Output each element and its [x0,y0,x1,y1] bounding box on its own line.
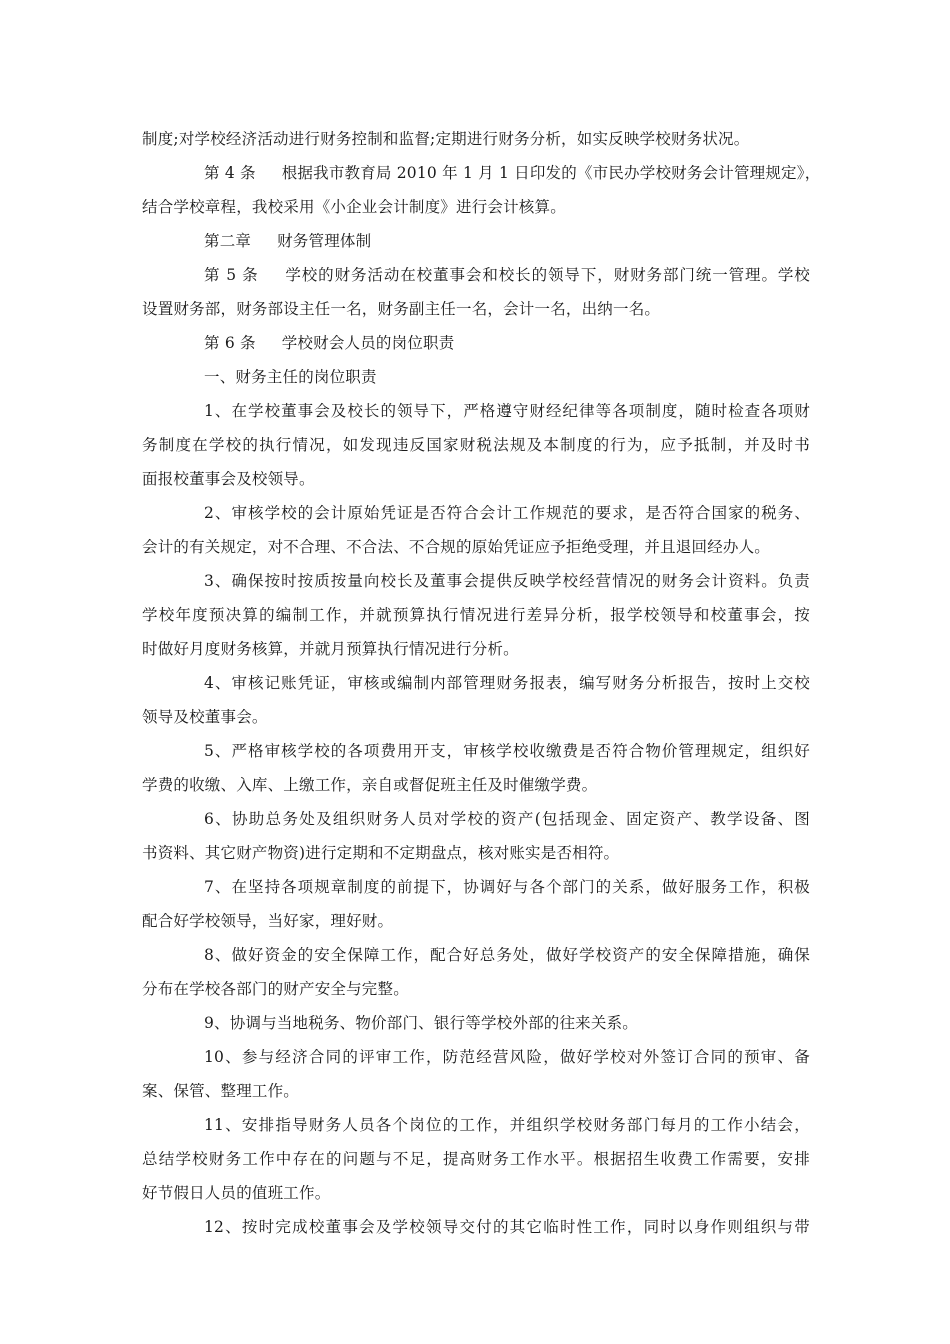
line-text: 学校财会人员的岗位职责 [281,334,455,352]
line-text: 学校的财务活动在校董事会和校长的领导下，财财务部门统一管理。学校 [284,266,810,284]
line-text: 分布在学校各部门的财产安全与完整。 [142,980,409,998]
line-text: 书资料、其它财产物资)进行定期和不定期盘点，核对账实是否相符。 [142,844,620,862]
line-text: 设置财务部，财务部设主任一名，财务副主任一名，会计一名，出纳一名。 [142,300,661,318]
text-line [142,972,810,1006]
text-line [142,598,810,632]
article-label: 第 6 条 [204,334,256,352]
line-text: 7、在坚持各项规章制度的前提下，协调好与各个部门的关系，做好服务工作，积极 [204,878,810,896]
line-text: 根据我市教育局 2010 年 1 月 1 日印发的《市民办学校财务会计管理规定》， [281,164,821,182]
text-line [142,904,810,938]
text-line [142,394,810,428]
article-label: 第二章 [204,232,252,250]
text-line [142,1040,810,1074]
line-text: 一、财务主任的岗位职责 [204,368,377,386]
text-line [142,802,810,836]
line-text: 1、在学校董事会及校长的领导下，严格遵守财经纪律等各项制度，随时检查各项财 [204,402,810,420]
text-line [142,190,810,224]
text-line [142,1006,810,1040]
text-line [142,870,810,904]
document-body [142,122,821,1244]
line-text: 制度;对学校经济活动进行财务控制和监督;定期进行财务分析，如实反映学校财务状况。 [142,130,750,148]
line-text: 好节假日人员的值班工作。 [142,1184,331,1202]
line-text: 领导及校董事会。 [142,708,268,726]
text-line [142,1176,810,1210]
line-text: 2、审核学校的会计原始凭证是否符合会计工作规范的要求，是否符合国家的税务、 [204,504,810,522]
text-line [142,122,810,156]
line-text: 结合学校章程，我校采用《小企业会计制度》进行会计核算。 [142,198,566,216]
line-text: 6、协助总务处及组织财务人员对学校的资产(包括现金、固定资产、教学设备、图 [204,810,810,828]
line-text: 务制度在学校的执行情况，如发现违反国家财税法规及本制度的行为，应予抵制，并及时书 [142,436,810,454]
text-line [142,836,810,870]
text-line [142,156,821,190]
line-text: 学费的收缴、入库、上缴工作，亲自或督促班主任及时催缴学费。 [142,776,598,794]
text-line [142,326,810,360]
text-line [142,700,810,734]
text-line [142,1210,810,1244]
article-label: 第 4 条 [204,164,256,182]
text-line [142,1142,810,1176]
text-line [142,292,810,326]
text-line [142,768,810,802]
line-text: 配合好学校领导，当好家，理好财。 [142,912,394,930]
text-line [142,496,810,530]
text-line [142,224,810,258]
article-label: 第 5 条 [204,266,259,284]
line-text: 案、保管、整理工作。 [142,1082,300,1100]
line-text: 财务管理体制 [277,232,372,250]
line-text: 时做好月度财务核算，并就月预算执行情况进行分析。 [142,640,519,658]
text-line [142,564,810,598]
line-text: 8、做好资金的安全保障工作，配合好总务处，做好学校资产的安全保障措施，确保 [204,946,810,964]
line-text: 总结学校财务工作中存在的问题与不足，提高财务工作水平。根据招生收费工作需要，安排 [142,1150,810,1168]
line-text: 学校年度预决算的编制工作，并就预算执行情况进行差异分析，报学校领导和校董事会，按 [142,606,810,624]
line-text: 会计的有关规定，对不合理、不合法、不合规的原始凭证应予拒绝受理，并且退回经办人。 [142,538,771,556]
line-text: 12、按时完成校董事会及学校领导交付的其它临时性工作，同时以身作则组织与带 [204,1218,810,1236]
text-line [142,666,810,700]
text-line [142,632,810,666]
text-line [142,1108,810,1142]
text-line [142,428,810,462]
text-line [142,734,810,768]
line-text: 4、审核记账凭证，审核或编制内部管理财务报表，编写财务分析报告，按时上交校 [204,674,810,692]
line-text: 5、严格审核学校的各项费用开支，审核学校收缴费是否符合物价管理规定，组织好 [204,742,810,760]
line-text: 3、确保按时按质按量向校长及董事会提供反映学校经营情况的财务会计资料。负责 [204,572,810,590]
text-line [142,1074,810,1108]
line-text: 10、参与经济合同的评审工作，防范经营风险，做好学校对外签订合同的预审、备 [204,1048,810,1066]
text-line [142,258,810,292]
line-text: 9、协调与当地税务、物价部门、银行等学校外部的往来关系。 [204,1014,638,1032]
line-text: 面报校董事会及校领导。 [142,470,315,488]
text-line [142,530,810,564]
text-line [142,938,810,972]
text-line [142,360,810,394]
text-line [142,462,810,496]
line-text: 11、安排指导财务人员各个岗位的工作，并组织学校财务部门每月的工作小结会， [204,1116,810,1134]
